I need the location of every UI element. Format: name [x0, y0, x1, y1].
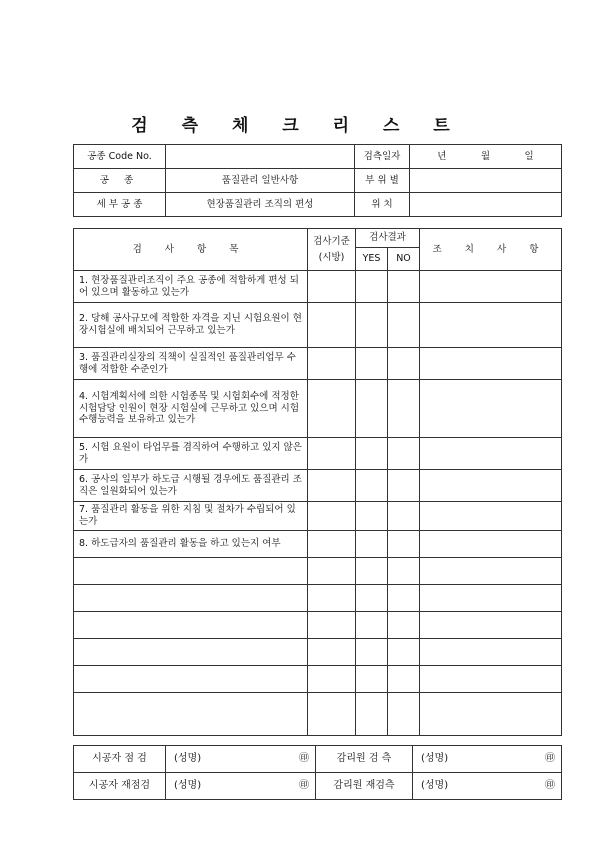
date-month-label: 월 [480, 150, 491, 162]
empty-row [74, 611, 562, 638]
empty-row [74, 557, 562, 584]
no-cell[interactable] [388, 438, 420, 470]
work-type-field[interactable]: 품질관리 일반사항 [166, 169, 355, 193]
standard-cell[interactable] [308, 348, 356, 380]
checklist-table [73, 228, 562, 736]
standard-cell[interactable] [308, 611, 356, 638]
contractor-recheck-sign-field[interactable] [166, 773, 316, 800]
yes-cell[interactable] [356, 530, 388, 557]
no-header: NO [388, 248, 420, 271]
yes-cell[interactable] [356, 348, 388, 380]
supervisor-recheck-label: 감리원 재검측 [316, 773, 413, 800]
standard-cell[interactable] [308, 271, 356, 303]
standard-cell[interactable] [308, 692, 356, 735]
yes-cell[interactable] [356, 665, 388, 692]
info-row [74, 169, 562, 193]
yes-cell[interactable] [356, 271, 388, 303]
seal-icon: ㊞ [545, 779, 555, 791]
sign-placeholder: (성명) [174, 752, 202, 764]
yes-cell[interactable] [356, 502, 388, 531]
check-item-6: 6. 공사의 일부가 하도급 시행될 경우에도 품질관리 조직은 일원화되어 있는가 [74, 470, 308, 502]
action-cell[interactable] [420, 611, 562, 638]
standard-header-line2: (시방) [318, 251, 345, 263]
standard-cell[interactable] [308, 584, 356, 611]
yes-cell[interactable] [356, 303, 388, 348]
no-cell[interactable] [388, 611, 420, 638]
contractor-check-sign-field[interactable] [166, 746, 316, 773]
no-cell[interactable] [388, 470, 420, 502]
standard-header-line1: 검사기준 [313, 235, 350, 247]
action-cell[interactable] [420, 271, 562, 303]
check-item-3: 3. 품질관리실장의 직책이 실질적인 품질관리업무 수행에 적합한 수준인가 [74, 348, 308, 380]
inspection-date-field[interactable] [410, 145, 562, 169]
position-label: 위 치 [355, 193, 410, 217]
table-row [74, 380, 562, 438]
check-item-1: 1. 현장품질관리조직이 주요 공종에 적합하게 편성 되어 있으며 활동하고 있는가 [74, 271, 308, 303]
yes-cell[interactable] [356, 584, 388, 611]
table-row [74, 530, 562, 557]
no-cell[interactable] [388, 380, 420, 438]
seal-icon: ㊞ [299, 752, 309, 764]
info-row [74, 193, 562, 217]
seal-icon: ㊞ [299, 779, 309, 791]
checklist-header-row [74, 229, 562, 248]
seal-icon: ㊞ [545, 752, 555, 764]
position-field[interactable] [410, 193, 562, 217]
standard-cell[interactable] [308, 665, 356, 692]
action-cell[interactable] [420, 638, 562, 665]
no-cell[interactable] [388, 502, 420, 531]
action-cell[interactable] [420, 470, 562, 502]
check-item-7: 7. 품질관리 활동을 위한 지침 및 절차가 수립되어 있는가 [74, 502, 308, 531]
action-cell[interactable] [420, 557, 562, 584]
sub-work-label: 세 부 공 종 [74, 193, 166, 217]
supervisor-check-label: 감리원 검 측 [316, 746, 413, 773]
action-cell[interactable] [420, 438, 562, 470]
empty-item-cell[interactable] [74, 557, 308, 584]
action-header: 조 치 사 항 [420, 229, 562, 271]
no-cell[interactable] [388, 638, 420, 665]
supervisor-recheck-sign-field[interactable] [413, 773, 562, 800]
yes-cell[interactable] [356, 380, 388, 438]
no-cell[interactable] [388, 557, 420, 584]
contractor-check-label: 시공자 점 검 [74, 746, 166, 773]
empty-item-cell[interactable] [74, 584, 308, 611]
sign-placeholder: (성명) [421, 752, 449, 764]
table-row [74, 470, 562, 502]
check-item-4: 4. 시험계획서에 의한 시험종목 및 시험회수에 적정한 시험담당 인원이 현장 시험실에 근무하고 있으며 시험수행능력을 보유하고 있는가 [74, 380, 308, 438]
yes-cell[interactable] [356, 438, 388, 470]
info-table [73, 144, 562, 217]
no-cell[interactable] [388, 692, 420, 735]
sign-placeholder: (성명) [421, 779, 449, 791]
signature-table [73, 745, 562, 800]
standard-cell[interactable] [308, 470, 356, 502]
action-cell[interactable] [420, 502, 562, 531]
standard-cell[interactable] [308, 380, 356, 438]
result-header: 검사결과 [356, 229, 420, 248]
standard-cell[interactable] [308, 438, 356, 470]
no-cell[interactable] [388, 584, 420, 611]
work-type-label: 공 종 [74, 169, 166, 193]
signature-row [74, 746, 562, 773]
supervisor-check-sign-field[interactable] [413, 746, 562, 773]
yes-header: YES [356, 248, 388, 271]
no-cell[interactable] [388, 348, 420, 380]
date-year-label: 년 [437, 150, 447, 162]
yes-cell[interactable] [356, 557, 388, 584]
action-cell[interactable] [420, 380, 562, 438]
no-cell[interactable] [388, 303, 420, 348]
signature-row [74, 773, 562, 800]
action-cell[interactable] [420, 692, 562, 735]
empty-item-cell[interactable] [74, 638, 308, 665]
check-item-2: 2. 당해 공사규모에 적합한 자격을 지닌 시험요원이 현장시험실에 배치되어 근무하고 있는가 [74, 303, 308, 348]
location-part-field[interactable] [410, 169, 562, 193]
standard-cell[interactable] [308, 502, 356, 531]
action-cell[interactable] [420, 665, 562, 692]
standard-header [308, 229, 356, 271]
standard-cell[interactable] [308, 303, 356, 348]
item-header: 검 사 항 목 [74, 229, 308, 271]
table-row [74, 303, 562, 348]
table-row [74, 271, 562, 303]
inspection-date-label: 검측일자 [355, 145, 410, 169]
contractor-recheck-label: 시공자 재점검 [74, 773, 166, 800]
yes-cell[interactable] [356, 692, 388, 735]
standard-cell[interactable] [308, 530, 356, 557]
yes-cell[interactable] [356, 638, 388, 665]
work-code-label: 공종 Code No. [74, 145, 166, 169]
action-cell[interactable] [420, 530, 562, 557]
action-cell[interactable] [420, 303, 562, 348]
empty-item-cell[interactable] [74, 611, 308, 638]
table-row [74, 502, 562, 531]
yes-cell[interactable] [356, 611, 388, 638]
action-cell[interactable] [420, 348, 562, 380]
page-title: 검 측 체 크 리 스 트 [131, 116, 464, 136]
standard-cell[interactable] [308, 638, 356, 665]
empty-item-cell[interactable] [74, 692, 308, 735]
yes-cell[interactable] [356, 470, 388, 502]
standard-cell[interactable] [308, 557, 356, 584]
check-item-5: 5. 시험 요원이 타업무를 겸직하여 수행하고 있지 않은가 [74, 438, 308, 470]
action-cell[interactable] [420, 584, 562, 611]
work-code-field[interactable] [166, 145, 355, 169]
table-row [74, 438, 562, 470]
empty-row [74, 584, 562, 611]
location-part-label: 부 위 별 [355, 169, 410, 193]
sub-work-field[interactable]: 현장품질관리 조직의 편성 [166, 193, 355, 217]
empty-row [74, 638, 562, 665]
sign-placeholder: (성명) [174, 779, 202, 791]
empty-row [74, 665, 562, 692]
info-row [74, 145, 562, 169]
empty-row [74, 692, 562, 735]
date-day-label: 일 [524, 150, 534, 162]
no-cell[interactable] [388, 530, 420, 557]
no-cell[interactable] [388, 665, 420, 692]
check-item-8: 8. 하도급자의 품질관리 활동을 하고 있는지 여부 [74, 530, 308, 557]
table-row [74, 348, 562, 380]
empty-item-cell[interactable] [74, 665, 308, 692]
no-cell[interactable] [388, 271, 420, 303]
